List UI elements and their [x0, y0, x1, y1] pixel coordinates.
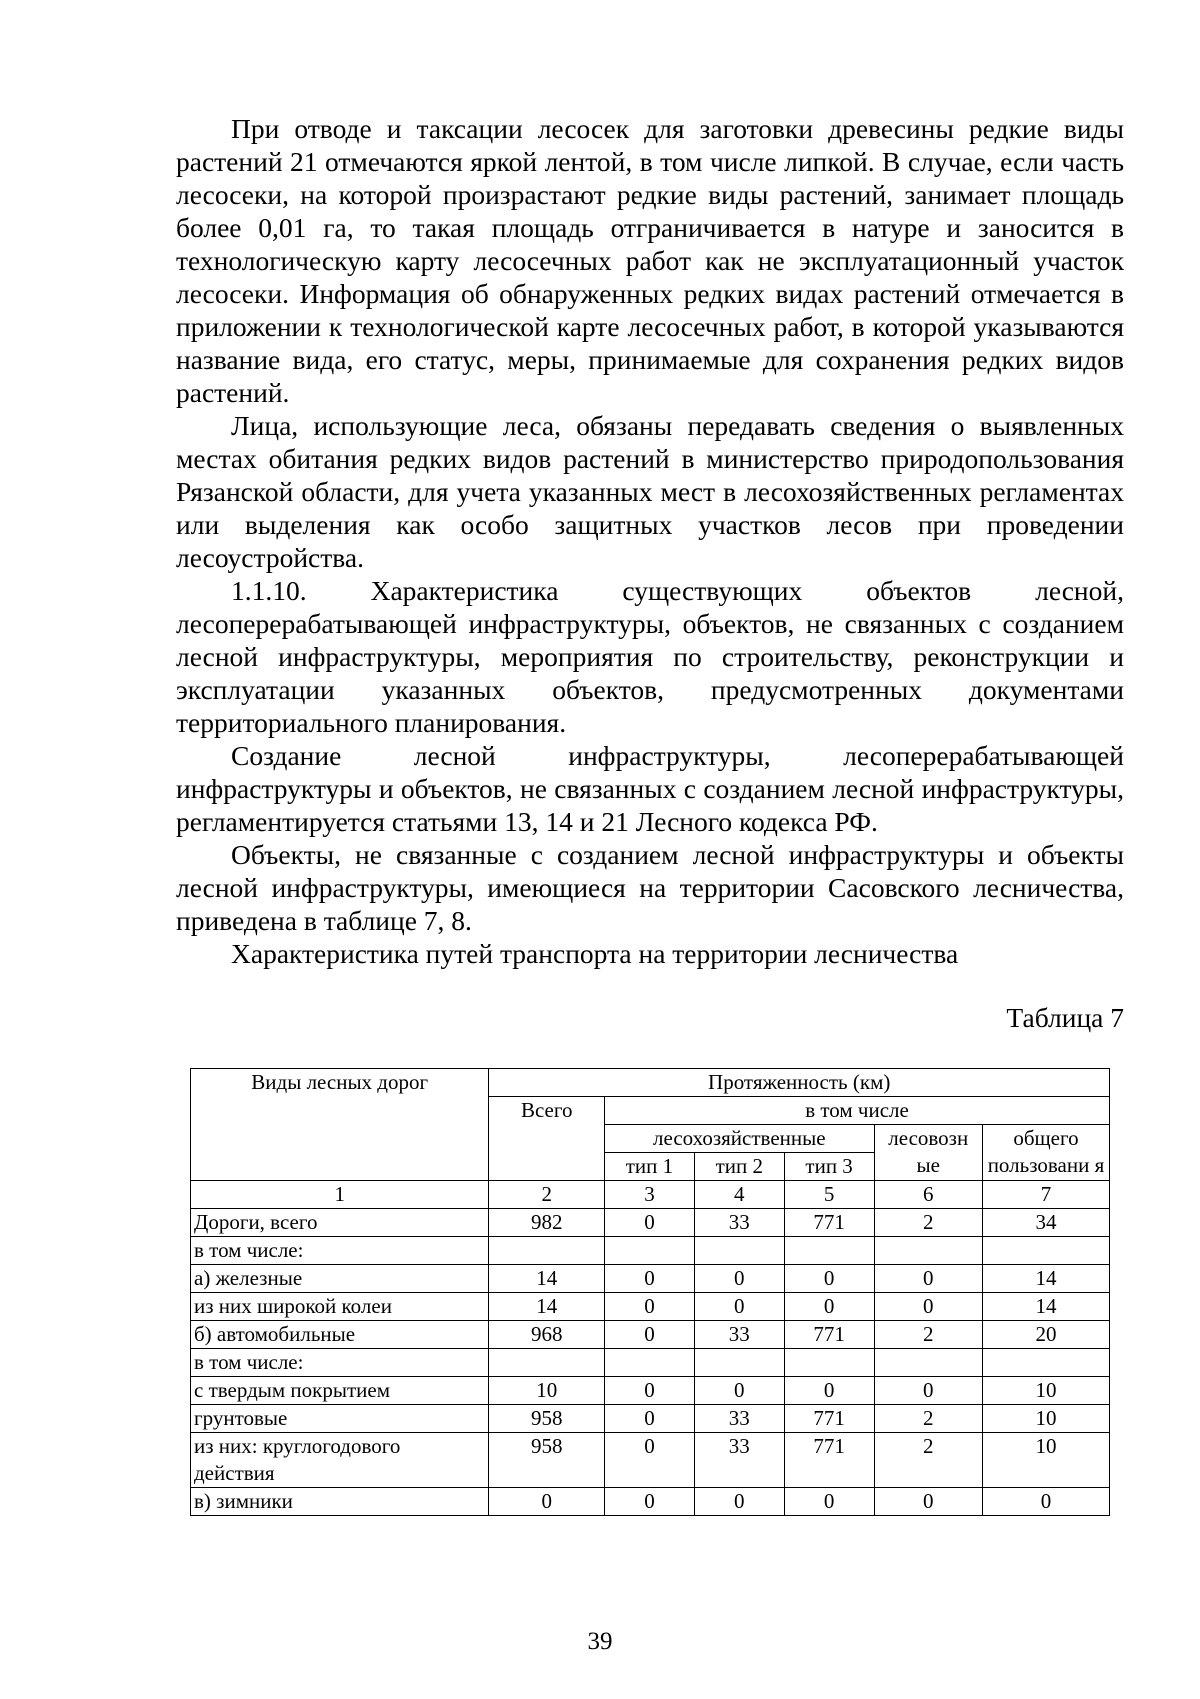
table-cell: 33 — [694, 1405, 784, 1433]
table-row — [191, 1349, 1110, 1377]
table-cell: 0 — [605, 1433, 695, 1488]
table-cell: 0 — [605, 1377, 695, 1405]
header-type3: тип 3 — [784, 1153, 874, 1181]
table-cell: 33 — [694, 1321, 784, 1349]
table-row — [191, 1433, 1110, 1488]
roads-table — [190, 1068, 1110, 1516]
table-cell: 33 — [694, 1433, 784, 1488]
table-cell: 14 — [489, 1293, 605, 1321]
table-cell: 0 — [489, 1488, 605, 1516]
header-road-types: Виды лесных дорог — [191, 1069, 489, 1181]
table-row — [191, 1265, 1110, 1293]
table-row — [191, 1488, 1110, 1516]
table-cell: 0 — [874, 1488, 982, 1516]
row-label: из них широкой колеи — [191, 1293, 489, 1321]
table-cell: 0 — [982, 1488, 1109, 1516]
paragraph-section-1-1-10: 1.1.10. Характеристика существующих объектов лесной, лесоперерабатывающей инфраструктуры, объектов, не связанных с созданием лесной инфраструктуры, мероприятия по строительству, реконструкции и эксплуатации указанных объектов, предусмотренных документами территориального планирования. — [176, 575, 1124, 738]
table-cell — [694, 1237, 784, 1265]
table-cell — [982, 1237, 1109, 1265]
table-cell — [605, 1237, 695, 1265]
table-cell — [874, 1237, 982, 1265]
table-row — [191, 1405, 1110, 1433]
paragraph-habitat-reporting: Лица, использующие леса, обязаны передавать сведения о выявленных местах обитания редких видов растений в министерство природопользования Рязанской области, для учета указанных мест в лесохозяйственных регламентах или выделения как особо защитных участков лесов при проведении лесоустройства. — [176, 410, 1124, 573]
table-cell: 0 — [605, 1405, 695, 1433]
column-number-row — [191, 1181, 1110, 1209]
table-body — [191, 1209, 1110, 1516]
column-number: 3 — [605, 1181, 695, 1209]
row-label: б) автомобильные — [191, 1321, 489, 1349]
row-label: в том числе: — [191, 1237, 489, 1265]
table-cell: 771 — [784, 1321, 874, 1349]
table-cell: 0 — [694, 1293, 784, 1321]
header-including: в том числе — [605, 1097, 1110, 1125]
paragraph-infrastructure-regulation: Создание лесной инфраструктуры, лесоперерабатывающей инфраструктуры и объектов, не связанных с созданием лесной инфраструктуры, регламентируется статьями 13, 14 и 21 Лесного кодекса РФ. — [176, 740, 1124, 837]
header-public: общего пользовани я — [982, 1125, 1109, 1181]
table-cell: 10 — [982, 1377, 1109, 1405]
table-cell: 0 — [784, 1377, 874, 1405]
table-cell: 0 — [784, 1293, 874, 1321]
paragraph-objects-reference: Объекты, не связанные с созданием лесной инфраструктуры и объекты лесной инфраструктуры, имеющиеся на территории Сасовского лесничества, приведена в таблице 7, 8. — [176, 839, 1124, 936]
table-cell: 10 — [982, 1433, 1109, 1488]
row-label: в) зимники — [191, 1488, 489, 1516]
table-cell: 958 — [489, 1405, 605, 1433]
table-cell: 33 — [694, 1209, 784, 1237]
table-cell: 968 — [489, 1321, 605, 1349]
paragraph-rare-plants-marking: При отводе и таксации лесосек для заготовки древесины редкие виды растений 21 отмечаются яркой лентой, в том числе липкой. В случае, если часть лесосеки, на которой произрастают редкие виды растений, занимает площадь более 0,01 га, то такая площадь отграничивается в натуре и заносится в технологическую карту лесосечных работ как не эксплуатационный участок лесосеки. Информация об обнаруженных редких видах растений отмечается в приложении к технологической карте лесосечных работ, в которой указываются название вида, его статус, меры, принимаемые для сохранения редких видов растений. — [176, 113, 1124, 408]
table-cell: 0 — [874, 1265, 982, 1293]
table-cell: 2 — [874, 1321, 982, 1349]
header-length: Протяженность (км) — [489, 1069, 1110, 1097]
table-cell: 0 — [874, 1293, 982, 1321]
table-cell: 0 — [605, 1488, 695, 1516]
table-row — [191, 1293, 1110, 1321]
column-number: 5 — [784, 1181, 874, 1209]
table-cell: 982 — [489, 1209, 605, 1237]
row-label: Дороги, всего — [191, 1209, 489, 1237]
body-text — [176, 112, 1124, 970]
table-cell: 2 — [874, 1209, 982, 1237]
table-row — [191, 1237, 1110, 1265]
table-cell — [982, 1349, 1109, 1377]
row-label: грунтовые — [191, 1405, 489, 1433]
column-number: 7 — [982, 1181, 1109, 1209]
table-cell — [694, 1349, 784, 1377]
column-number: 2 — [489, 1181, 605, 1209]
table-cell: 0 — [694, 1265, 784, 1293]
table-cell: 771 — [784, 1433, 874, 1488]
header-type2: тип 2 — [694, 1153, 784, 1181]
column-number: 1 — [191, 1181, 489, 1209]
row-label: а) железные — [191, 1265, 489, 1293]
table-cell — [489, 1237, 605, 1265]
table-cell: 0 — [694, 1488, 784, 1516]
table-cell: 14 — [982, 1293, 1109, 1321]
table-cell: 10 — [489, 1377, 605, 1405]
table-label: Таблица 7 — [1006, 1002, 1124, 1033]
column-number: 4 — [694, 1181, 784, 1209]
table-cell: 958 — [489, 1433, 605, 1488]
row-label: в том числе: — [191, 1349, 489, 1377]
table-cell: 34 — [982, 1209, 1109, 1237]
table-cell: 14 — [982, 1265, 1109, 1293]
table-cell: 14 — [489, 1265, 605, 1293]
table-cell: 0 — [605, 1293, 695, 1321]
table-cell — [874, 1349, 982, 1377]
table-cell — [605, 1349, 695, 1377]
table-cell: 771 — [784, 1209, 874, 1237]
table-cell: 0 — [694, 1377, 784, 1405]
table-cell: 0 — [784, 1488, 874, 1516]
table-cell: 0 — [874, 1377, 982, 1405]
table-cell: 0 — [605, 1321, 695, 1349]
table-cell: 0 — [605, 1209, 695, 1237]
table-row — [191, 1209, 1110, 1237]
row-label: из них: круглогодового действия — [191, 1433, 489, 1488]
table-cell: 0 — [784, 1265, 874, 1293]
table-cell — [784, 1349, 874, 1377]
row-label: с твердым покрытием — [191, 1377, 489, 1405]
table-cell — [784, 1237, 874, 1265]
table-row — [191, 1377, 1110, 1405]
table-cell — [489, 1349, 605, 1377]
table-cell: 20 — [982, 1321, 1109, 1349]
table-caption: Характеристика путей транспорта на территории лесничества — [231, 938, 959, 969]
header-forestry: лесохозяйственные — [605, 1125, 874, 1153]
table-cell: 0 — [605, 1265, 695, 1293]
header-timber-transport: лесовозн ые — [874, 1125, 982, 1181]
table-cell: 10 — [982, 1405, 1109, 1433]
page-number: 39 — [587, 1628, 613, 1655]
header-type1: тип 1 — [605, 1153, 695, 1181]
header-total: Всего — [489, 1097, 605, 1181]
table-cell: 2 — [874, 1405, 982, 1433]
table-cell: 2 — [874, 1433, 982, 1488]
column-number: 6 — [874, 1181, 982, 1209]
table-cell: 771 — [784, 1405, 874, 1433]
table-row — [191, 1321, 1110, 1349]
